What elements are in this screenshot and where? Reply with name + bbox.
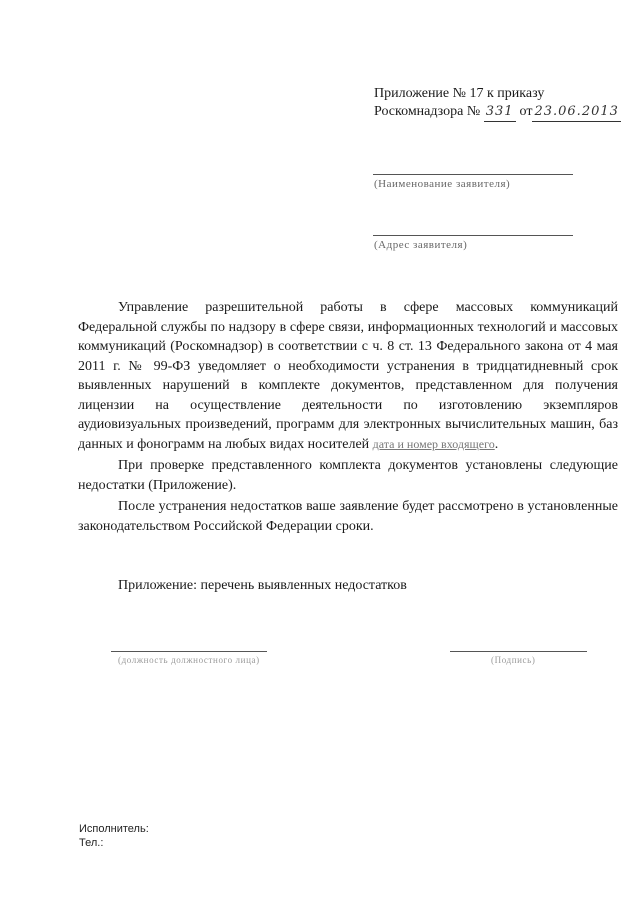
paragraph-2: При проверке представленного комплекта документов установлены следующие недостатки (Приложение). [78, 458, 618, 493]
header-line-2-prefix: Роскомнадзора № [374, 104, 481, 119]
paragraph-1: Управление разрешительной работы в сфере массовых коммуникаций Федеральной службы по надзору в сфере связи, информационных технологий и массовых коммуникаций (Роскомнадзор) в соответствии с ч. 8 ст. 13 Федерального закона от 4 мая 2011 г. № 99-ФЗ уведомляет о необходимости устранения в тридцатидневный срок выявленных нарушений в комплекте документов, представленном для получения лицензии на осуществление деятельности по изготовлению экземпляров аудиовизуальных произведений, программ для электронных вычислительных машин, баз данных и фонограмм на любых видах носителей дата и номер входящего. [78, 300, 618, 452]
executor-label: Исполнитель: [79, 823, 149, 835]
order-header [374, 85, 621, 122]
position-caption: (должность должностного лица) [118, 655, 260, 665]
signature-caption: (Подпись) [491, 655, 536, 665]
applicant-address-caption: (Адрес заявителя) [374, 239, 468, 251]
order-number-handwritten: 331 [484, 103, 516, 122]
phone-label: Тел.: [79, 837, 104, 849]
paragraph-1-text: Управление разрешительной работы в сфере массовых коммуникаций Федеральной службы по надзору в сфере связи, информационных технологий и массовых коммуникаций (Роскомнадзор) в соответствии с ч. 8 ст. 13 Федерального закона от 4 мая 2011 г. № 99-ФЗ уведомляет о необходимости устранения в тридцатидневный срок выявленных нарушений в комплекте документов, представленном для получения лицензии на осуществление деятельности по изготовлению экземпляров аудиовизуальных произведений, программ для электронных вычислительных машин, баз данных и фонограмм на любых видах носителей [78, 300, 618, 452]
header-line-1: Приложение № 17 к приказу [374, 86, 545, 101]
signature-line [450, 651, 587, 652]
notice-body [78, 298, 618, 536]
attachment-line: Приложение: перечень выявленных недостатков [118, 578, 407, 593]
order-date-handwritten: 23.06.2013 [532, 103, 620, 122]
applicant-address-line [373, 235, 573, 236]
incoming-date-number-placeholder: дата и номер входящего [372, 436, 495, 451]
paragraph-3: После устранения недостатков ваше заявление будет рассмотрено в установленные законодательством Российской Федерации сроки. [78, 499, 618, 534]
date-prefix: от [519, 104, 533, 119]
position-signature-line [111, 651, 267, 652]
executor-block [79, 822, 149, 850]
applicant-name-caption: (Наименование заявителя) [374, 178, 511, 190]
applicant-name-line [373, 174, 573, 175]
header-line-2 [374, 103, 621, 122]
